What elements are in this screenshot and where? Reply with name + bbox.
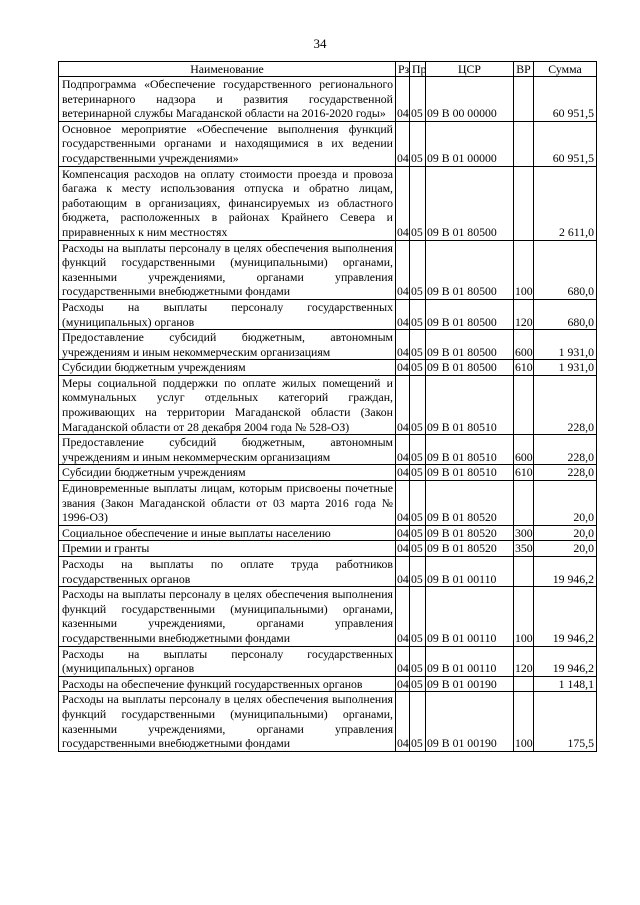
row-name: Расходы на выплаты персоналу в целях обеспечения выполнения функций государственными (муниципальными) органами, казенными учреждениями, органами управления государственными внебюджетными фондами	[59, 692, 396, 751]
row-sum: 20,0	[534, 541, 597, 557]
row-vr: 120	[514, 299, 534, 329]
row-csr: 09 В 01 00110	[426, 646, 514, 676]
row-pr: 05	[410, 360, 426, 376]
row-vr: 300	[515, 525, 533, 540]
row-rz: 04	[397, 541, 409, 556]
row-rz: 04	[397, 360, 409, 375]
header-row	[59, 62, 597, 77]
row-rz: 04	[396, 646, 410, 676]
row-name: Меры социальной поддержки по оплате жилых помещений и коммунальных услуг отдельных категорий граждан, проживающих на территории Магаданской области (Закон Магаданской области от 28 декабря 2004 года № 528-ОЗ)	[59, 375, 396, 434]
row-rz: 04	[396, 557, 410, 587]
row-name: Основное мероприятие «Обеспечение выполнения функций государственными органами и находящимися в их ведении государственными учреждениями»	[59, 121, 396, 166]
row-sum: 60 951,5	[534, 77, 597, 122]
table-row	[59, 676, 597, 692]
row-rz: 04	[396, 435, 410, 465]
row-pr: 05	[410, 435, 426, 465]
row-rz: 04	[396, 121, 410, 166]
row-sum: 228,0	[534, 375, 597, 434]
row-pr: 05	[410, 299, 426, 329]
row-pr: 05	[410, 541, 426, 557]
table-row	[59, 435, 597, 465]
row-vr: 100	[514, 240, 534, 299]
row-sum: 60 951,5	[534, 121, 597, 166]
row-csr: 09 В 01 80510	[426, 465, 514, 481]
row-rz: 04	[396, 77, 410, 122]
row-rz: 04	[396, 330, 410, 360]
row-pr: 05	[410, 646, 426, 676]
row-sum: 175,5	[534, 692, 597, 751]
row-rz: 04	[396, 240, 410, 299]
row-pr: 05	[410, 557, 426, 587]
row-sum: 2 611,0	[534, 166, 597, 240]
row-csr: 09 В 00 00000	[426, 77, 514, 122]
row-csr: 09 В 01 00190	[426, 676, 514, 692]
row-pr: 05	[410, 240, 426, 299]
row-sum: 1 931,0	[534, 330, 597, 360]
table-row	[59, 240, 597, 299]
row-pr: 05	[410, 481, 426, 526]
row-csr: 09 В 01 80500	[426, 299, 514, 329]
row-vr	[514, 557, 534, 587]
row-name: Расходы на выплаты по оплате труда работников государственных органов	[59, 557, 396, 587]
row-sum: 19 946,2	[534, 587, 597, 646]
row-sum: 228,0	[534, 465, 597, 481]
row-rz: 04	[396, 166, 410, 240]
row-sum: 1 931,0	[534, 360, 597, 376]
row-vr: 610	[515, 465, 533, 480]
row-csr: 09 В 01 80500	[426, 360, 514, 376]
row-csr: 09 В 01 00190	[426, 692, 514, 751]
row-rz: 04	[397, 465, 409, 480]
row-csr: 09 В 01 80500	[426, 240, 514, 299]
row-csr: 09 В 01 80520	[426, 525, 514, 541]
row-rz: 04	[397, 525, 409, 540]
row-csr: 09 В 01 80500	[426, 330, 514, 360]
table-row	[59, 77, 597, 122]
row-vr	[514, 676, 534, 692]
table-body	[59, 77, 597, 752]
row-csr: 09 В 01 00110	[426, 587, 514, 646]
row-vr: 600	[514, 330, 534, 360]
row-name: Подпрограмма «Обеспечение государственного регионального ветеринарного надзора и развития государственной ветеринарной службы Магаданской области на 2016-2020 годы»	[59, 77, 396, 122]
row-pr: 05	[410, 465, 426, 481]
row-sum: 228,0	[534, 435, 597, 465]
row-pr: 05	[410, 525, 426, 541]
row-csr: 09 В 01 00110	[426, 557, 514, 587]
header-name: Наименование	[59, 62, 396, 77]
row-sum: 20,0	[534, 481, 597, 526]
row-sum: 680,0	[534, 240, 597, 299]
row-pr: 05	[410, 587, 426, 646]
header-rz: Рз	[396, 62, 410, 77]
row-vr	[514, 375, 534, 434]
page-number: 34	[313, 36, 327, 51]
table-row	[59, 330, 597, 360]
row-rz: 04	[396, 481, 410, 526]
row-name: Расходы на выплаты персоналу государственных (муниципальных) органов	[59, 646, 396, 676]
row-csr: 09 В 01 80500	[426, 166, 514, 240]
row-csr: 09 В 01 80510	[426, 435, 514, 465]
header-sum: Сумма	[534, 62, 597, 77]
row-name: Расходы на выплаты персоналу в целях обеспечения выполнения функций государственными (муниципальными) органами, казенными учреждениями, органами управления государственными внебюджетными фондами	[59, 587, 396, 646]
row-name: Единовременные выплаты лицам, которым присвоены почетные звания (Закон Магаданской области от 03 марта 2016 года № 1996-ОЗ)	[59, 481, 396, 526]
row-csr: 09 В 01 80520	[426, 541, 514, 557]
row-rz: 04	[396, 587, 410, 646]
row-rz: 04	[397, 676, 409, 691]
row-vr	[514, 166, 534, 240]
row-name: Премии и гранты	[59, 541, 396, 557]
row-pr: 05	[410, 375, 426, 434]
row-name: Предоставление субсидий бюджетным, автономным учреждениям и иным некоммерческим организациям	[59, 330, 396, 360]
row-csr: 09 В 01 80520	[426, 481, 514, 526]
row-vr	[514, 481, 534, 526]
row-vr: 100	[514, 587, 534, 646]
table-row	[59, 557, 597, 587]
row-pr: 05	[410, 692, 426, 751]
row-rz: 04	[396, 299, 410, 329]
header-csr: ЦСР	[426, 62, 514, 77]
row-name: Субсидии бюджетным учреждениям	[59, 360, 396, 376]
row-pr: 05	[410, 121, 426, 166]
row-vr: 100	[514, 692, 534, 751]
row-pr: 05	[410, 166, 426, 240]
table-row	[59, 646, 597, 676]
row-sum: 19 946,2	[534, 557, 597, 587]
row-pr: 05	[410, 330, 426, 360]
table-row	[59, 525, 597, 541]
row-name: Социальное обеспечение и иные выплаты населению	[59, 525, 396, 541]
budget-table	[58, 61, 597, 752]
row-name: Расходы на обеспечение функций государственных органов	[59, 676, 396, 692]
table-row	[59, 121, 597, 166]
row-pr: 05	[410, 676, 426, 692]
row-vr	[514, 77, 534, 122]
row-vr: 350	[515, 541, 533, 556]
row-vr: 600	[514, 435, 534, 465]
table-row	[59, 166, 597, 240]
row-sum: 1 148,1	[534, 676, 597, 692]
row-vr: 610	[515, 360, 533, 375]
table-row	[59, 692, 597, 751]
row-csr: 09 В 01 80510	[426, 375, 514, 434]
header-pr: Пр	[410, 62, 426, 77]
table-row	[59, 465, 597, 481]
row-sum: 680,0	[534, 299, 597, 329]
row-csr: 09 В 01 00000	[426, 121, 514, 166]
row-rz: 04	[396, 375, 410, 434]
row-name: Расходы на выплаты персоналу государственных (муниципальных) органов	[59, 299, 396, 329]
row-name: Предоставление субсидий бюджетным, автономным учреждениям и иным некоммерческим организациям	[59, 435, 396, 465]
row-sum: 20,0	[534, 525, 597, 541]
table-row	[59, 587, 597, 646]
table-row	[59, 481, 597, 526]
row-name: Компенсация расходов на оплату стоимости проезда и провоза багажа к месту использования отпуска и обратно лицам, работающим в организациях, финансируемых из областного бюджета, расположенных в районах Крайнего Севера и приравненных к ним местностях	[59, 166, 396, 240]
row-pr: 05	[410, 77, 426, 122]
header-vr: ВР	[514, 62, 534, 77]
row-rz: 04	[396, 692, 410, 751]
row-vr: 120	[514, 646, 534, 676]
table-row	[59, 299, 597, 329]
table-row	[59, 375, 597, 434]
row-vr	[514, 121, 534, 166]
table-row	[59, 541, 597, 557]
row-name: Расходы на выплаты персоналу в целях обеспечения выполнения функций государственными (муниципальными) органами, казенными учреждениями, органами управления государственными внебюджетными фондами	[59, 240, 396, 299]
row-name: Субсидии бюджетным учреждениям	[59, 465, 396, 481]
row-sum: 19 946,2	[534, 646, 597, 676]
table-row	[59, 360, 597, 376]
